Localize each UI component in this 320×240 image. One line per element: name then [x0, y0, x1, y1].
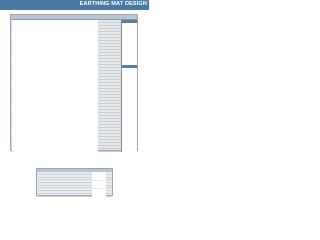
calculation-sheet: [10, 14, 138, 151]
row-label: [12, 149, 98, 152]
document-title-bar: [0, 0, 149, 10]
row-unit: [103, 149, 115, 152]
secondary-row: [37, 194, 112, 197]
document-title: EARTHING MAT DESIGN: [79, 1, 147, 7]
sheet-row: [11, 149, 137, 152]
secondary-table: [36, 168, 113, 196]
row-value-cell[interactable]: [121, 149, 137, 152]
secondary-cell-a: [67, 194, 77, 197]
secondary-cell-b[interactable]: [92, 194, 106, 197]
